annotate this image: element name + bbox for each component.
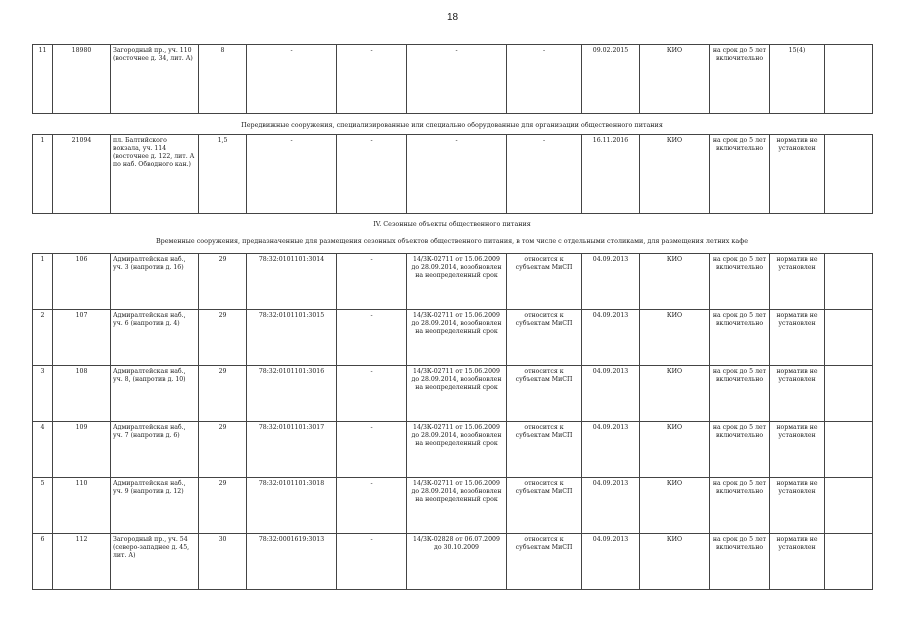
table-cell: 21094 [53, 135, 111, 214]
section-iv-title: IV. Сезонные объекты общественного питания [373, 220, 531, 228]
table-cell: 8 [199, 45, 247, 114]
table-cell: 1 [33, 135, 53, 214]
table-cell: 14/ЗК-02711 от 15.06.2009 до 28.09.2014, возобновлен на неопределенный срок [407, 366, 507, 422]
table-cell: относится к субъектам МиСП [507, 366, 582, 422]
table-cell: - [407, 45, 507, 114]
table-cell: норматив не установлен [770, 366, 825, 422]
table-cell: Адмиралтейская наб., уч. 3 (напротив д. 16) [111, 254, 199, 310]
table-cell: на срок до 5 лет включительно [710, 478, 770, 534]
table-cell: КИО [640, 422, 710, 478]
table-cell: норматив не установлен [770, 534, 825, 590]
table-cell [825, 478, 873, 534]
table-cell: относится к субъектам МиСП [507, 310, 582, 366]
table-cell: 04.09.2013 [582, 478, 640, 534]
table-cell [825, 422, 873, 478]
table-cell: 107 [53, 310, 111, 366]
section-mobile-caption: Передвижные сооружения, специализированные или специально оборудованные для организации общественного питания [241, 121, 663, 129]
table-cell: Загородный пр., уч. 110 (восточнее д. 34, лит. А) [111, 45, 199, 114]
table-cell: - [247, 135, 337, 214]
table-cell: 6 [33, 534, 53, 590]
table-cell: - [507, 135, 582, 214]
table-cell [825, 254, 873, 310]
table-cell: - [407, 135, 507, 214]
table-cell: - [337, 366, 407, 422]
table-cell: - [337, 422, 407, 478]
table-row [33, 45, 873, 114]
table-cell: 14/ЗК-02828 от 06.07.2009 до 30.10.2009 [407, 534, 507, 590]
table-cell: - [507, 45, 582, 114]
section-iv-subtitle: Временные сооружения, предназначенные для размещения сезонных объектов общественного питания, в том числе с отдельными столиками, для размещения летних кафе [155, 237, 749, 245]
table-mobile [32, 134, 873, 214]
table-cell: - [247, 45, 337, 114]
table-cell: 78:32:0101101:3014 [247, 254, 337, 310]
table-cell: 2 [33, 310, 53, 366]
table-cell: 108 [53, 366, 111, 422]
table-cell: КИО [640, 45, 710, 114]
table-cell: на срок до 5 лет включительно [710, 254, 770, 310]
table-cell: 106 [53, 254, 111, 310]
page-number: 18 [446, 12, 459, 23]
table-cell: на срок до 5 лет включительно [710, 135, 770, 214]
table-cell: 14/ЗК-02711 от 15.06.2009 до 28.09.2014, возобновлен на неопределенный срок [407, 254, 507, 310]
table-cell: КИО [640, 254, 710, 310]
table-cell: 14/ЗК-02711 от 15.06.2009 до 28.09.2014, возобновлен на неопределенный срок [407, 422, 507, 478]
table-cell: КИО [640, 135, 710, 214]
table-cell: - [337, 135, 407, 214]
table-cell: 4 [33, 422, 53, 478]
table-cell [825, 534, 873, 590]
table-row [33, 254, 873, 310]
table-cell: 29 [199, 254, 247, 310]
table-cell: на срок до 5 лет включительно [710, 310, 770, 366]
table-cell: - [337, 310, 407, 366]
table-cell: относится к субъектам МиСП [507, 422, 582, 478]
table-cell: КИО [640, 534, 710, 590]
table-cell: КИО [640, 310, 710, 366]
table-cell: - [337, 478, 407, 534]
table-cell: 109 [53, 422, 111, 478]
table-cell: 1,5 [199, 135, 247, 214]
table-cell: норматив не установлен [770, 422, 825, 478]
table-row [33, 135, 873, 214]
table-cell [825, 45, 873, 114]
table-cell: 14/ЗК-02711 от 15.06.2009 до 28.09.2014, возобновлен на неопределенный срок [407, 310, 507, 366]
table-row [33, 478, 873, 534]
table-cell: норматив не установлен [770, 135, 825, 214]
table-cell: 5 [33, 478, 53, 534]
table-cell: относится к субъектам МиСП [507, 478, 582, 534]
table-row [33, 366, 873, 422]
table-cell: 29 [199, 478, 247, 534]
table-cell [825, 135, 873, 214]
table-cell: 04.09.2013 [582, 254, 640, 310]
table-cell: Адмиралтейская наб., уч. 9 (напротив д. 12) [111, 478, 199, 534]
table-cell: 04.09.2013 [582, 310, 640, 366]
table-cell: норматив не установлен [770, 310, 825, 366]
table-cell: КИО [640, 478, 710, 534]
table-cell: 110 [53, 478, 111, 534]
table-cell: 29 [199, 310, 247, 366]
table-row [33, 534, 873, 590]
table-cell: относится к субъектам МиСП [507, 254, 582, 310]
table-cell: 16.11.2016 [582, 135, 640, 214]
table-cell: 04.09.2013 [582, 534, 640, 590]
table-row [33, 422, 873, 478]
table-cell: 29 [199, 422, 247, 478]
table-cell: 78:32:0101101:3017 [247, 422, 337, 478]
table-cell: на срок до 5 лет включительно [710, 534, 770, 590]
table-cell: - [337, 534, 407, 590]
table-cell: 29 [199, 366, 247, 422]
table-cell: 14/ЗК-02711 от 15.06.2009 до 28.09.2014, возобновлен на неопределенный срок [407, 478, 507, 534]
table-cell: 78:32:0101101:3018 [247, 478, 337, 534]
table-cell: Адмиралтейская наб., уч. 6 (напротив д. 4) [111, 310, 199, 366]
table-cell: КИО [640, 366, 710, 422]
table-cell: 04.09.2013 [582, 366, 640, 422]
table-cell: на срок до 5 лет включительно [710, 366, 770, 422]
table-cell: Адмиралтейская наб., уч. 7 (напротив д. 6) [111, 422, 199, 478]
table-cell: на срок до 5 лет включительно [710, 422, 770, 478]
table-cell: - [337, 254, 407, 310]
table-cell: на срок до 5 лет включительно [710, 45, 770, 114]
table-cell: 15(4) [770, 45, 825, 114]
table-cell: 1 [33, 254, 53, 310]
table-top [32, 44, 873, 114]
table-cell: 78:32:0101101:3015 [247, 310, 337, 366]
table-cell: 78:32:0001619:3013 [247, 534, 337, 590]
table-cell: относится к субъектам МиСП [507, 534, 582, 590]
table-cell: 112 [53, 534, 111, 590]
table-cell: Загородный пр., уч. 54 (северо-западнее д. 45, лит. А) [111, 534, 199, 590]
table-cell: 09.02.2015 [582, 45, 640, 114]
table-cell [825, 310, 873, 366]
table-seasonal [32, 253, 873, 590]
table-cell: 30 [199, 534, 247, 590]
table-cell: 78:32:0101101:3016 [247, 366, 337, 422]
table-cell: 3 [33, 366, 53, 422]
table-cell: норматив не установлен [770, 478, 825, 534]
table-row [33, 310, 873, 366]
table-cell: пл. Балтийского вокзала, уч. 114 (восточнее д. 122, лит. А по наб. Обводного кан.) [111, 135, 199, 214]
table-cell: 11 [33, 45, 53, 114]
table-cell: Адмиралтейская наб., уч. 8, (напротив д. 10) [111, 366, 199, 422]
table-cell: норматив не установлен [770, 254, 825, 310]
table-cell: 18980 [53, 45, 111, 114]
table-cell: - [337, 45, 407, 114]
table-cell [825, 366, 873, 422]
table-cell: 04.09.2013 [582, 422, 640, 478]
